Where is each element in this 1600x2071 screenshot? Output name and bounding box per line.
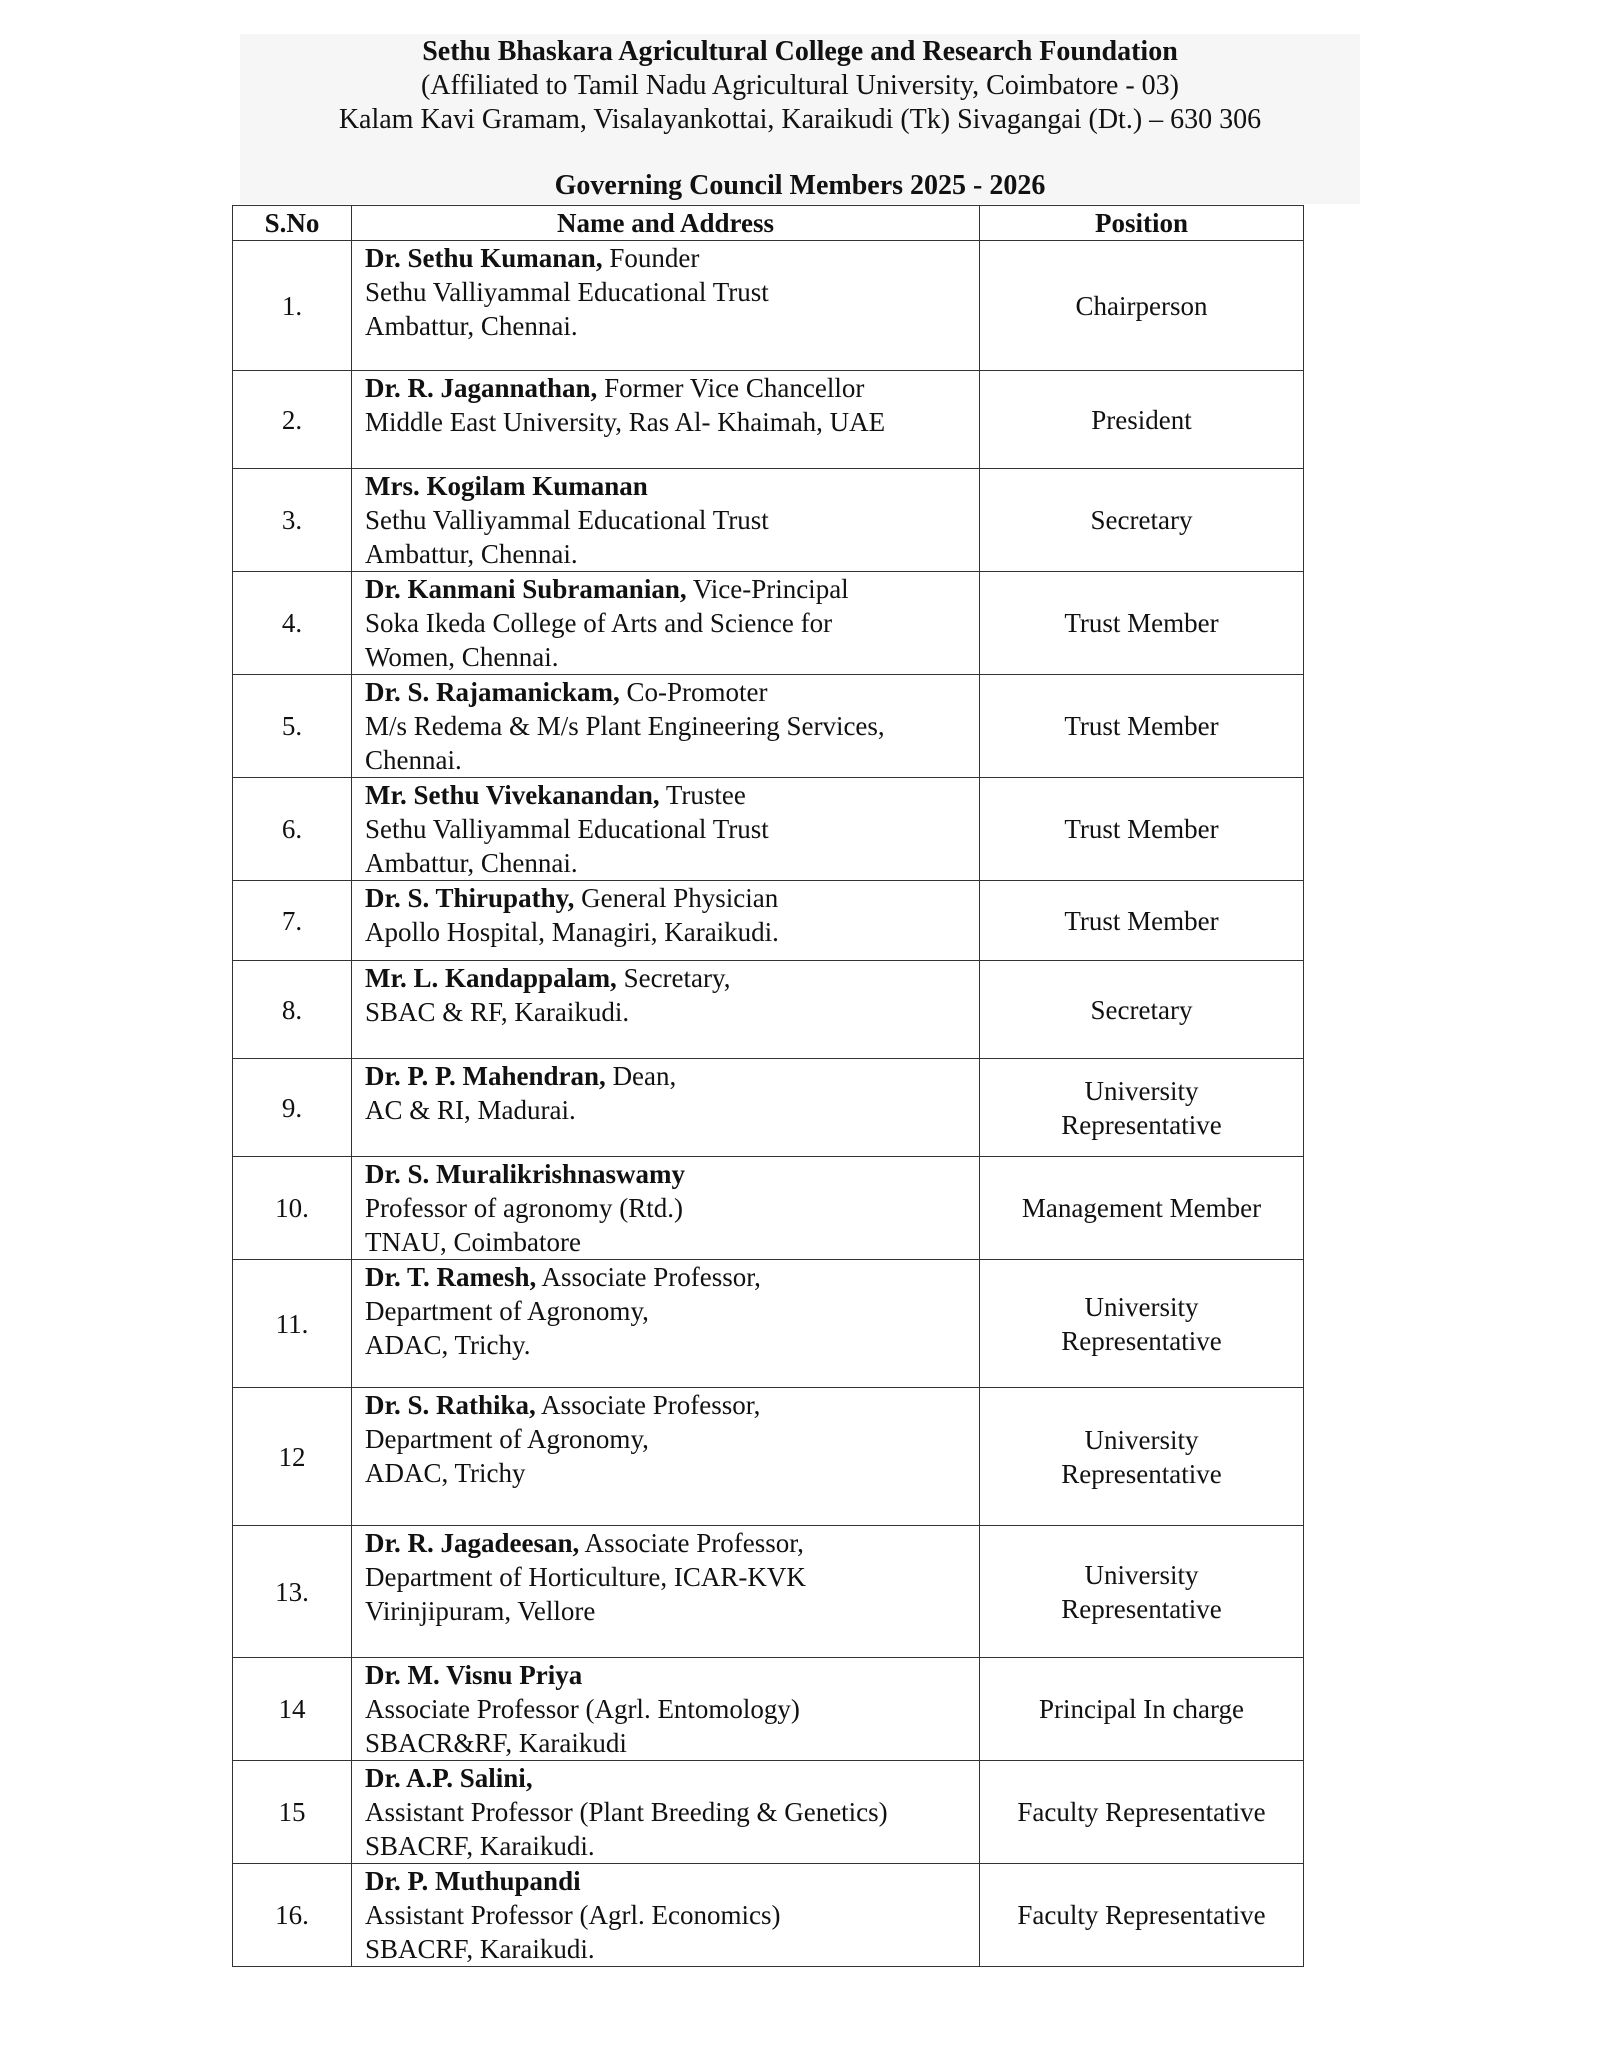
college-name: Sethu Bhaskara Agricultural College and Research Foundation xyxy=(422,36,1178,67)
affiliation-line: (Affiliated to Tamil Nadu Agricultural University, Coimbatore - 03) xyxy=(420,70,1180,101)
member-position xyxy=(980,881,1304,961)
member-role: Trustee xyxy=(659,780,746,810)
table-row xyxy=(233,1388,1304,1526)
member-position xyxy=(980,1658,1304,1761)
member-role: General Physician xyxy=(574,883,779,913)
member-name: Dr. P. Muthupandi xyxy=(365,1866,581,1896)
member-position xyxy=(980,572,1304,675)
position-line: Trust Member xyxy=(1064,711,1219,741)
member-name-line xyxy=(365,1260,979,1294)
member-address-line: Department of Agronomy, xyxy=(365,1296,649,1326)
serial-number: 5. xyxy=(233,675,352,778)
serial-number: 11. xyxy=(233,1260,352,1388)
member-name: Mrs. Kogilam Kumanan xyxy=(365,471,648,501)
serial-number: 9. xyxy=(233,1059,352,1157)
member-address-line: Sethu Valliyammal Educational Trust xyxy=(365,814,769,844)
position-line: Chairperson xyxy=(1075,290,1208,321)
member-role: Co-Promoter xyxy=(619,677,768,707)
member-position xyxy=(980,371,1304,469)
table-row xyxy=(233,1260,1304,1388)
member-name: Dr. S. Thirupathy, xyxy=(365,883,575,913)
serial-number: 16. xyxy=(233,1864,352,1967)
table-row xyxy=(233,778,1304,881)
position-line: University xyxy=(1084,1559,1199,1590)
member-address-line: AC & RI, Madurai. xyxy=(365,1095,576,1125)
document-title: Governing Council Members 2025 - 2026 xyxy=(554,170,1046,201)
serial-number: 4. xyxy=(233,572,352,675)
member-name-line xyxy=(365,881,979,915)
member-name-address xyxy=(352,1658,980,1761)
serial-number: 8. xyxy=(233,961,352,1059)
member-role: Founder xyxy=(602,243,700,273)
serial-number: 12 xyxy=(233,1388,352,1526)
member-address-line: Ambattur, Chennai. xyxy=(365,848,578,878)
table-row xyxy=(233,371,1304,469)
member-address-line: Apollo Hospital, Managiri, Karaikudi. xyxy=(365,917,779,947)
member-address-line: M/s Redema & M/s Plant Engineering Services, xyxy=(365,711,885,741)
member-position xyxy=(980,675,1304,778)
member-name: Dr. P. P. Mahendran, xyxy=(365,1061,606,1091)
member-name-address xyxy=(352,961,980,1059)
member-role: Former Vice Chancellor xyxy=(597,373,865,403)
member-role: Vice-Principal xyxy=(686,574,849,604)
serial-number: 15 xyxy=(233,1761,352,1864)
address-line: Kalam Kavi Gramam, Visalayankottai, Karaikudi (Tk) Sivagangai (Dt.) – 630 306 xyxy=(338,104,1262,135)
member-position xyxy=(980,1526,1304,1658)
position-line: Principal In charge xyxy=(1039,1694,1244,1724)
position-line: University xyxy=(1084,1075,1199,1106)
member-position xyxy=(980,1157,1304,1260)
member-address-line: Associate Professor (Agrl. Entomology) xyxy=(365,1694,800,1724)
table-row xyxy=(233,1526,1304,1658)
serial-number: 14 xyxy=(233,1658,352,1761)
member-name-line xyxy=(365,1761,979,1795)
member-position xyxy=(980,1059,1304,1157)
member-name: Dr. R. Jagadeesan, xyxy=(365,1528,580,1558)
member-name-address xyxy=(352,241,980,371)
member-name-address xyxy=(352,1388,980,1526)
member-name-line xyxy=(365,371,979,405)
member-position xyxy=(980,241,1304,371)
member-name-line xyxy=(365,1658,979,1692)
member-name-address xyxy=(352,1059,980,1157)
column-header-name: Name and Address xyxy=(352,206,980,241)
member-position xyxy=(980,1260,1304,1388)
member-address-line: Chennai. xyxy=(365,745,462,775)
table-row xyxy=(233,469,1304,572)
column-header-position: Position xyxy=(980,206,1304,241)
member-name: Dr. R. Jagannathan, xyxy=(365,373,598,403)
member-address-line: SBAC & RF, Karaikudi. xyxy=(365,997,630,1027)
member-address-line: SBACRF, Karaikudi. xyxy=(365,1831,595,1861)
member-address-line: Department of Agronomy, xyxy=(365,1424,649,1454)
position-line: Secretary xyxy=(1090,994,1193,1025)
table-row xyxy=(233,1658,1304,1761)
member-address-line: Department of Horticulture, ICAR-KVK xyxy=(365,1562,806,1592)
position-line: Secretary xyxy=(1090,505,1193,535)
position-line: President xyxy=(1091,404,1192,435)
member-name-line xyxy=(365,1388,979,1422)
serial-number: 10. xyxy=(233,1157,352,1260)
member-name-address xyxy=(352,572,980,675)
member-name-address xyxy=(352,778,980,881)
serial-number: 2. xyxy=(233,371,352,469)
member-position xyxy=(980,1761,1304,1864)
member-name: Dr. Sethu Kumanan, xyxy=(365,243,603,273)
member-role: Associate Professor, xyxy=(579,1528,804,1558)
member-role: Secretary, xyxy=(616,963,731,993)
serial-number: 13. xyxy=(233,1526,352,1658)
member-name-address xyxy=(352,1260,980,1388)
member-address-line: SBACR&RF, Karaikudi xyxy=(365,1728,627,1758)
member-name: Mr. Sethu Vivekanandan, xyxy=(365,780,660,810)
member-name: Dr. S. Muralikrishnaswamy xyxy=(365,1159,686,1189)
member-name-line xyxy=(365,1157,979,1191)
table-header-row xyxy=(233,206,1304,241)
position-line: Representative xyxy=(1061,1109,1222,1140)
council-members-table xyxy=(232,205,1304,1967)
table-row xyxy=(233,881,1304,961)
table-row xyxy=(233,1059,1304,1157)
member-position xyxy=(980,1388,1304,1526)
member-address-line: Sethu Valliyammal Educational Trust xyxy=(365,505,769,535)
table-row xyxy=(233,675,1304,778)
member-position xyxy=(980,469,1304,572)
table-row xyxy=(233,1864,1304,1967)
member-name: Mr. L. Kandappalam, xyxy=(365,963,617,993)
member-name-line xyxy=(365,1864,979,1898)
position-line: Representative xyxy=(1061,1325,1222,1356)
member-name-address xyxy=(352,1526,980,1658)
position-line: Faculty Representative xyxy=(1017,1900,1266,1930)
member-name: Dr. S. Rajamanickam, xyxy=(365,677,620,707)
table-row xyxy=(233,961,1304,1059)
position-line: University xyxy=(1084,1424,1199,1455)
position-line: Trust Member xyxy=(1064,905,1219,936)
member-address-line: Ambattur, Chennai. xyxy=(365,311,578,341)
member-address-line: Ambattur, Chennai. xyxy=(365,539,578,569)
member-address-line: Assistant Professor (Plant Breeding & Genetics) xyxy=(365,1797,888,1827)
member-name-line xyxy=(365,778,979,812)
serial-number: 3. xyxy=(233,469,352,572)
member-name: Dr. A.P. Salini, xyxy=(365,1763,533,1793)
member-name-line xyxy=(365,1526,979,1560)
member-name-address xyxy=(352,469,980,572)
member-name-line xyxy=(365,675,979,709)
member-name: Dr. Kanmani Subramanian, xyxy=(365,574,687,604)
table-row xyxy=(233,241,1304,371)
member-name-line xyxy=(365,961,979,995)
position-line: Representative xyxy=(1061,1458,1222,1489)
table-row xyxy=(233,1761,1304,1864)
member-name-address xyxy=(352,1761,980,1864)
member-name-address xyxy=(352,371,980,469)
member-address-line: Professor of agronomy (Rtd.) xyxy=(365,1193,683,1223)
position-line: Trust Member xyxy=(1064,814,1219,844)
position-line: Trust Member xyxy=(1064,608,1219,638)
member-role: Associate Professor, xyxy=(535,1390,761,1420)
member-address-line: Virinjipuram, Vellore xyxy=(365,1596,596,1626)
member-position xyxy=(980,1864,1304,1967)
member-address-line: ADAC, Trichy xyxy=(365,1458,526,1488)
member-name-address xyxy=(352,881,980,961)
member-address-line: ADAC, Trichy. xyxy=(365,1330,531,1360)
column-header-sno: S.No xyxy=(233,206,352,241)
member-name-line xyxy=(365,241,979,275)
member-name-line xyxy=(365,572,979,606)
member-name-address xyxy=(352,675,980,778)
member-name-line xyxy=(365,1059,979,1093)
member-address-line: Assistant Professor (Agrl. Economics) xyxy=(365,1900,781,1930)
position-line: Management Member xyxy=(1021,1193,1262,1223)
member-address-line: Soka Ikeda College of Arts and Science for xyxy=(365,608,833,638)
member-address-line: Women, Chennai. xyxy=(365,642,559,672)
member-name: Dr. S. Rathika, xyxy=(365,1390,536,1420)
position-line: University xyxy=(1084,1291,1199,1322)
position-line: Faculty Representative xyxy=(1017,1797,1266,1827)
member-name-line xyxy=(365,469,979,503)
member-address-line: TNAU, Coimbatore xyxy=(365,1227,581,1257)
table-row xyxy=(233,572,1304,675)
table-row xyxy=(233,1157,1304,1260)
member-address-line: SBACRF, Karaikudi. xyxy=(365,1934,595,1964)
member-address-line: Middle East University, Ras Al- Khaimah, UAE xyxy=(365,407,886,437)
member-position xyxy=(980,778,1304,881)
position-line: Representative xyxy=(1061,1593,1222,1624)
member-role: Dean, xyxy=(605,1061,677,1091)
member-name-address xyxy=(352,1157,980,1260)
serial-number: 7. xyxy=(233,881,352,961)
member-position xyxy=(980,961,1304,1059)
member-address-line: Sethu Valliyammal Educational Trust xyxy=(365,277,769,307)
serial-number: 1. xyxy=(233,241,352,371)
serial-number: 6. xyxy=(233,778,352,881)
member-name-address xyxy=(352,1864,980,1967)
member-role: Associate Professor, xyxy=(536,1262,761,1292)
member-name: Dr. M. Visnu Priya xyxy=(365,1660,583,1690)
member-name: Dr. T. Ramesh, xyxy=(365,1262,537,1292)
